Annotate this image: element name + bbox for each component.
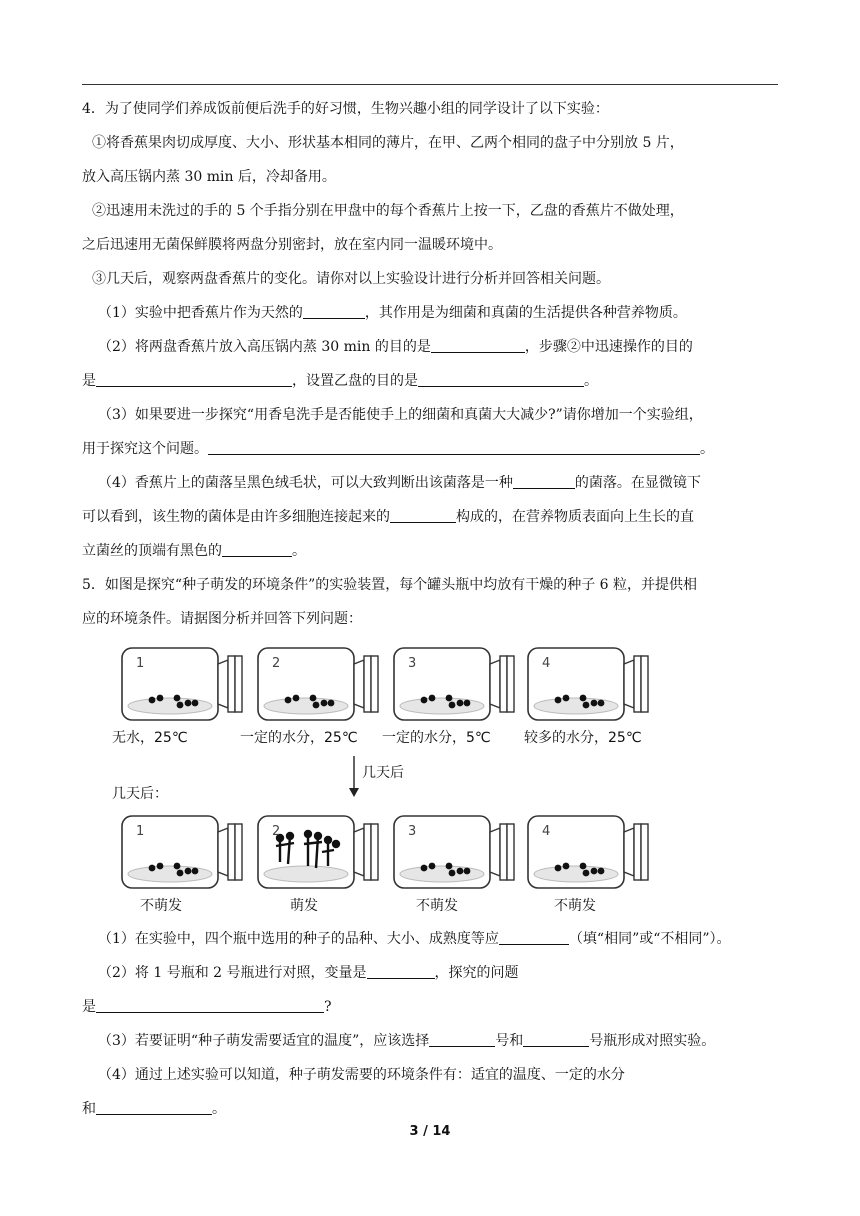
jar-number: 3	[408, 656, 417, 671]
condition-label: 一定的水分，25℃	[240, 730, 358, 746]
page-number: 3 / 14	[409, 1124, 451, 1139]
condition-label: 较多的水分，25℃	[524, 730, 642, 746]
arrow-label: 几天后	[362, 765, 404, 781]
q4-intro: 4．为了使同学们养成饭前便后洗手的好习惯，生物兴趣小组的同学设计了以下实验：	[82, 101, 609, 117]
q4-step2-line1: ②迅速用未洗过的手的 5 个手指分别在甲盘中的每个香蕉片上按一下，乙盘的香蕉片不做处理，	[92, 203, 684, 219]
q4-part3-line2: 用于探究这个问题。 。	[82, 432, 782, 466]
q4-step3: ③几天后，观察两盘香蕉片的变化。请你对以上实验设计进行分析并回答相关问题。	[92, 271, 610, 287]
condition-label: 无水，25℃	[112, 730, 188, 746]
answer-blank[interactable]	[208, 434, 700, 455]
result-label: 不萌发	[416, 898, 458, 914]
answer-blank[interactable]	[418, 366, 584, 387]
jar-number: 2	[272, 824, 281, 839]
q5-part2-line1: （2）将 1 号瓶和 2 号瓶进行对照，变量是 ，探究的问题	[82, 956, 782, 990]
answer-blank[interactable]	[303, 298, 365, 319]
condition-label: 一定的水分，5℃	[382, 730, 491, 746]
q4-part4-line2: 可以看到，该生物的菌体是由许多细胞连接起来的 构成的，在营养物质表面向上生长的直	[82, 500, 782, 534]
q4-step1-line2: 放入高压锅内蒸 30 min 后，冷却备用。	[82, 169, 336, 185]
q5-part2-line2: 是 ?	[82, 990, 782, 1024]
jar-number: 1	[136, 824, 145, 839]
header-rule	[82, 84, 778, 85]
down-arrow-icon	[349, 756, 359, 797]
q4-step1-line1: ①将香蕉果肉切成厚度、大小、形状基本相同的薄片，在甲、乙两个相同的盘子中分别放 5 片，	[92, 135, 684, 151]
q5-part4-line2: 和 。	[82, 1092, 782, 1126]
q4-part2-line2: 是 ，设置乙盘的目的是 。	[82, 364, 782, 398]
answer-blank[interactable]	[431, 332, 525, 353]
q4-step2-line2: 之后迅速用无菌保鲜膜将两盘分别密封，放在室内同一温暖环境中。	[82, 237, 502, 253]
answer-blank[interactable]	[222, 536, 292, 557]
question-content	[82, 92, 782, 636]
answer-blank[interactable]	[513, 468, 575, 489]
seed-germination-figure	[110, 640, 670, 922]
answer-blank[interactable]	[96, 1094, 212, 1115]
answer-blank[interactable]	[367, 958, 435, 979]
q5-part4-line1: （4）通过上述实验可以知道，种子萌发需要的环境条件有：适宜的温度、一定的水分	[98, 1067, 625, 1083]
answer-blank[interactable]	[523, 1026, 589, 1047]
after-label: 几天后：	[112, 786, 168, 802]
result-label: 不萌发	[554, 898, 596, 914]
jar-number: 3	[408, 824, 417, 839]
q4-part4-line1: （4）香蕉片上的菌落呈黑色绒毛状，可以大致判断出该菌落是一种 的菌落。在显微镜下	[82, 466, 782, 500]
q5-parts	[82, 922, 782, 1126]
result-label: 不萌发	[140, 898, 182, 914]
answer-blank[interactable]	[96, 992, 324, 1013]
q4-part3-line1: （3）如果要进一步探究“用香皂洗手是否能使手上的细菌和真菌大大减少?”请你增加一个实验组，	[98, 407, 703, 423]
answer-blank[interactable]	[96, 366, 292, 387]
q5-part1: （1）在实验中，四个瓶中选用的种子的品种、大小、成熟度等应 （填“相同”或“不相同”）。	[82, 922, 782, 956]
jar-number: 1	[136, 656, 145, 671]
q5-part3: （3）若要证明“种子萌发需要适宜的温度”，应该选择 号和 号瓶形成对照实验。	[82, 1024, 782, 1058]
answer-blank[interactable]	[499, 924, 569, 945]
q4-part4-line3: 立菌丝的顶端有黑色的 。	[82, 534, 782, 568]
q5-intro-line1: 5．如图是探究“种子萌发的环境条件”的实验装置，每个罐头瓶中均放有干燥的种子 6 粒，并提供相	[82, 577, 698, 593]
q5-intro-line2: 应的环境条件。请据图分析并回答下列问题：	[82, 611, 362, 627]
answer-blank[interactable]	[390, 502, 456, 523]
jar-number: 4	[542, 824, 551, 839]
answer-blank[interactable]	[429, 1026, 495, 1047]
jar-number: 4	[542, 656, 551, 671]
q4-part2-line1: （2）将两盘香蕉片放入高压锅内蒸 30 min 的目的是 ，步骤②中迅速操作的目的	[82, 330, 782, 364]
q4-part1: （1）实验中把香蕉片作为天然的 ，其作用是为细菌和真菌的生活提供各种营养物质。	[82, 296, 782, 330]
jar-number: 2	[272, 656, 281, 671]
result-label: 萌发	[290, 898, 318, 914]
